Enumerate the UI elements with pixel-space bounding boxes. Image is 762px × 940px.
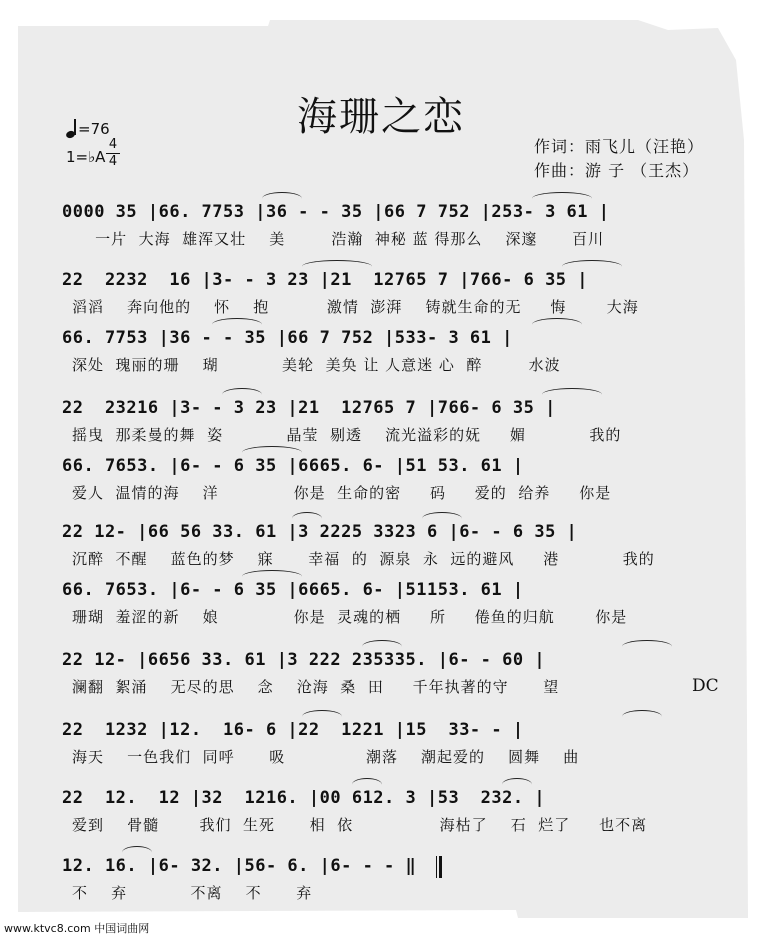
time-signature [106,138,120,169]
tie-arc [242,446,302,459]
tie-arcs [62,256,712,272]
tie-arc [502,778,532,791]
tie-arcs [62,442,712,458]
time-sig-bottom: 4 [108,154,118,169]
notation-line: 66. 7653. |6- - 6 35 |6665. 6- |51 53. 61 | [62,456,524,476]
notation-line: 22 23216 |3- - 3 23 |21 12765 7 |766- 6 35 | [62,398,556,418]
tie-arcs [62,774,712,790]
tie-arc [262,192,302,205]
tempo-mark [66,120,110,138]
tie-arcs [62,706,712,722]
da-capo-mark: DC [692,676,719,696]
tie-arc [622,640,672,653]
tie-arc [422,512,462,525]
notation-line: 22 12- |66 56 33. 61 |3 2225 3323 6 |6- - 6 35 | [62,522,578,542]
lyric-line: 珊瑚 羞涩的新 娘 你是 灵魂的栖 所 倦鱼的归航 你是 [72,608,628,626]
composer-credit: 作曲：游 子 （王杰） [534,161,700,180]
tie-arc [352,778,382,791]
notation-line: 22 2232 16 |3- - 3 23 |21 12765 7 |766- 6 35 | [62,270,589,290]
tie-arc [362,640,402,653]
tempo-value: =76 [78,120,110,138]
site-footer: www.ktvc8.com 中国词曲网 [4,922,150,935]
final-barline [436,856,442,878]
tie-arc [242,570,302,583]
notation-line: 22 1232 |12. 16- 6 |22 1221 |15 33- - | [62,720,524,740]
notation-line: 66. 7653. |6- - 6 35 |6665. 6- |51153. 61 | [62,580,524,600]
tie-arc [222,388,262,401]
notation-line: 66. 7753 |36 - - 35 |66 7 752 |533- 3 61 | [62,328,513,348]
tie-arc [622,710,662,723]
tie-arc [302,710,342,723]
tie-arc [122,846,152,859]
notation-line: 22 12. 12 |32 1216. |00 612. 3 |53 232. | [62,788,546,808]
notation-line: 12. 16. |6- 32. |56- 6. |6- - - ‖ [62,856,417,876]
tie-arcs [62,384,712,400]
lyric-line: 不 弃 不离 不 弃 [72,884,313,902]
tie-arc [302,260,372,273]
lyric-line: 海天 一色我们 同呼 吸 潮落 潮起爱的 圆舞 曲 [72,748,580,766]
tie-arcs [62,314,712,330]
notation-line: 22 12- |6656 33. 61 |3 222 235335. |6- - 60 | [62,650,546,670]
time-sig-top: 4 [108,137,118,152]
lyricist-credit: 作词：雨飞儿（汪艳） [534,137,705,156]
lyric-line: 爱到 骨髓 我们 生死 相 依 海枯了 石 烂了 也不离 [72,816,648,834]
lyric-line: 一片 大海 雄浑又壮 美 浩瀚 神秘 蓝 得那么 深邃 百川 [72,230,605,248]
tie-arcs [62,636,712,652]
tie-arc [542,388,602,401]
tie-arc [532,192,592,205]
lyric-line: 沉醉 不醒 蓝色的梦 寐 幸福 的 源泉 永 远的避风 港 我的 [72,550,655,568]
tie-arc [212,318,262,331]
quarter-note-icon [66,122,78,138]
tie-arcs [62,842,712,858]
lyric-line: 滔滔 奔向他的 怀 抱 激情 澎湃 铸就生命的无 悔 大海 [72,298,639,316]
key-signature: 1=♭A [66,148,106,166]
tie-arcs [62,188,712,204]
tie-arc [562,260,622,273]
tie-arc [292,512,322,525]
lyric-line: 深处 瑰丽的珊 瑚 美轮 美奂 让 人意迷 心 醉 水波 [72,356,561,374]
song-title: 海珊之恋 [297,93,465,140]
tie-arc [532,318,582,331]
tie-arcs [62,508,712,524]
lyric-line: 爱人 温情的海 洋 你是 生命的密 码 爱的 给养 你是 [72,484,612,502]
notation-line: 0000 35 |66. 7753 |36 - - 35 |66 7 752 |253- 3 61 | [62,202,610,222]
lyric-line: 摇曳 那柔曼的舞 姿 晶莹 剔透 流光溢彩的妩 媚 我的 [72,426,622,444]
lyric-line: 澜翻 絮涌 无尽的思 念 沧海 桑 田 千年执著的守 望 [72,678,560,696]
tie-arcs [62,566,712,582]
